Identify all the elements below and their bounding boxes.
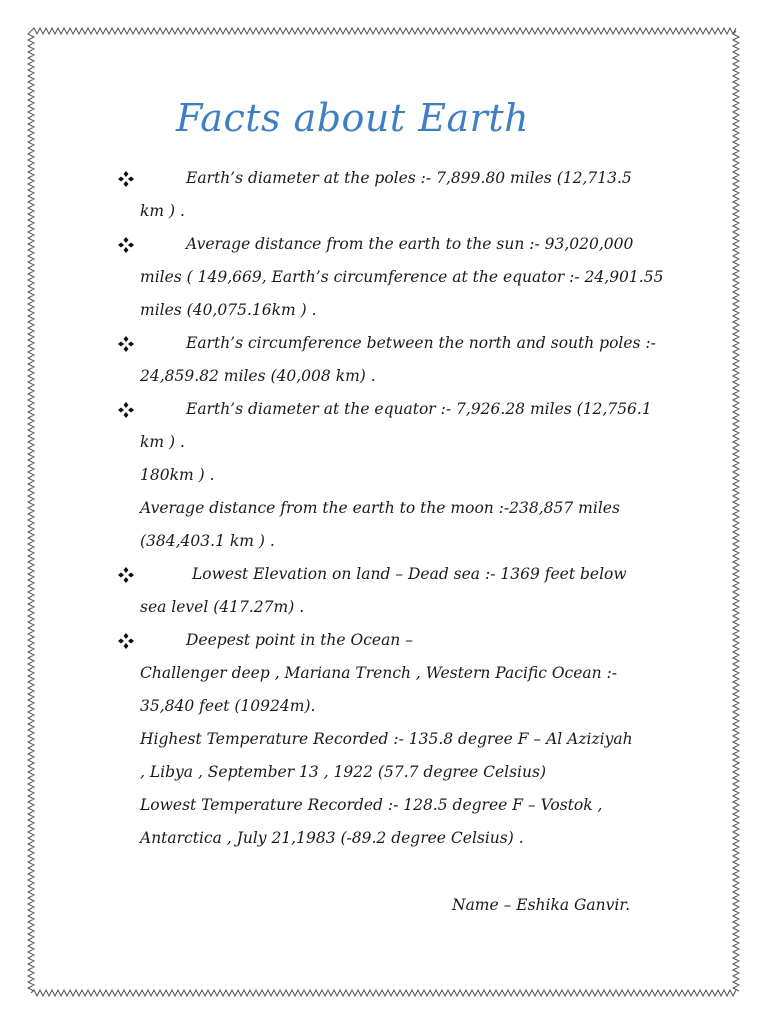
fact-line: 35,840 feet (10924m). (140, 697, 316, 715)
list-item (118, 228, 678, 327)
fact-line: 24,859.82 miles (40,008 km) . (140, 367, 376, 385)
fact-line: 180km ) . (140, 466, 215, 484)
list-item (118, 558, 678, 624)
fact-line: , Libya , September 13 , 1922 (57.7 degree Celsius) (140, 763, 546, 781)
diamond-cluster-bullet-icon (118, 567, 134, 583)
fact-line: Challenger deep , Mariana Trench , Western Pacific Ocean :- (140, 664, 618, 682)
diamond-cluster-bullet-icon (118, 336, 134, 352)
fact-line: Deepest point in the Ocean – (186, 631, 413, 649)
fact-line: miles (40,075.16km ) . (140, 301, 317, 319)
facts-list (118, 162, 678, 855)
diamond-cluster-bullet-icon (118, 171, 134, 187)
list-item (118, 393, 678, 558)
diamond-cluster-bullet-icon (118, 237, 134, 253)
list-item (118, 327, 678, 393)
fact-line: km ) . (140, 433, 185, 451)
fact-line: Antarctica , July 21,1983 (-89.2 degree Celsius) . (140, 829, 524, 847)
fact-line: Average distance from the earth to the moon :-238,857 miles (140, 499, 620, 517)
fact-line: Average distance from the earth to the sun :- 93,020,000 (186, 235, 634, 253)
list-item (118, 162, 678, 228)
fact-line: Earth’s diameter at the equator :- 7,926.28 miles (12,756.1 (186, 400, 652, 418)
fact-line: Lowest Elevation on land – Dead sea :- 1369 feet below (192, 565, 627, 583)
fact-line: Lowest Temperature Recorded :- 128.5 degree F – Vostok , (140, 796, 603, 814)
page-title: Facts about Earth (176, 96, 530, 140)
list-item (118, 624, 678, 855)
author-signature: Name – Eshika Ganvir. (452, 896, 631, 914)
diamond-cluster-bullet-icon (118, 633, 134, 649)
fact-line: (384,403.1 km ) . (140, 532, 275, 550)
fact-line: sea level (417.27m) . (140, 598, 305, 616)
diamond-cluster-bullet-icon (118, 402, 134, 418)
fact-line: Earth’s circumference between the north and south poles :- (186, 334, 656, 352)
fact-line: Earth’s diameter at the poles :- 7,899.80 miles (12,713.5 (186, 169, 632, 187)
fact-line: Highest Temperature Recorded :- 135.8 degree F – Al Aziziyah (140, 730, 633, 748)
fact-line: km ) . (140, 202, 185, 220)
fact-line: miles ( 149,669, Earth’s circumference at the equator :- 24,901.55 (140, 268, 664, 286)
